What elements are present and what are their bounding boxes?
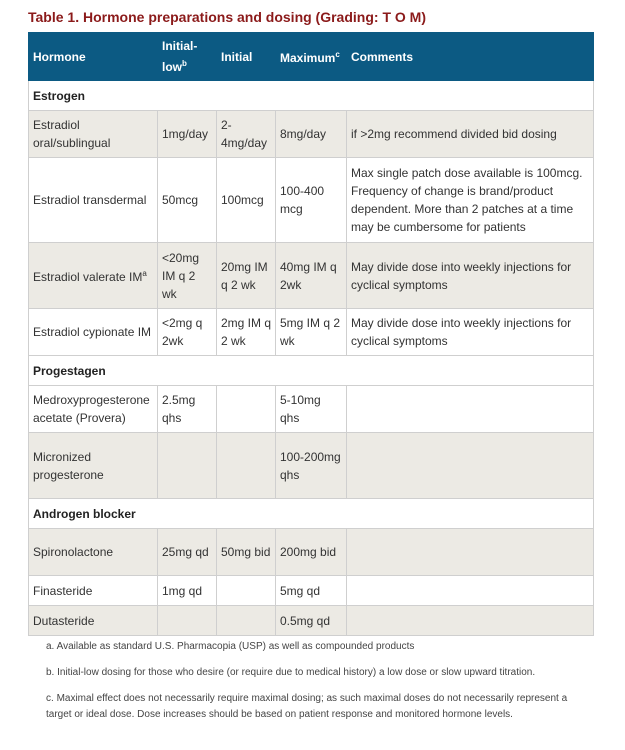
cell-hormone: Estradiol oral/sublingual [29, 111, 158, 158]
header-initial-low-label: Initial-low [162, 39, 198, 74]
header-initial-low [158, 33, 217, 81]
cell-comments: if >2mg recommend divided bid dosing [347, 111, 594, 158]
cell-initial-low: 25mg qd [158, 529, 217, 576]
cell-maximum: 0.5mg qd [276, 606, 347, 636]
footnote-mark: b. [46, 667, 55, 678]
table-row [29, 309, 594, 356]
cell-initial [217, 433, 276, 499]
section-label: Progestagen [29, 356, 594, 386]
footnote-b [46, 665, 593, 681]
cell-initial-low: <2mg q 2wk [158, 309, 217, 356]
footnote-text: Maximal effect does not necessarily require maximal dosing; as such maximal doses do not necessarily represent a target or ideal dose. Dose increases should be based on patient response and monitored hormone levels. [46, 693, 568, 720]
cell-initial-low: 1mg/day [158, 111, 217, 158]
cell-comments: May divide dose into weekly injections for cyclical symptoms [347, 309, 594, 356]
table-row [29, 111, 594, 158]
hormone-table [28, 32, 594, 636]
table-row [29, 529, 594, 576]
cell-comments: Max single patch dose available is 100mcg. Frequency of change is brand/product dependent. More than 2 patches at a time may be cumbersome for patients [347, 158, 594, 243]
footnote-text: Available as standard U.S. Pharmacopia (USP) as well as compounded products [56, 641, 415, 652]
header-maximum-footnote-mark: c [335, 50, 340, 59]
footnote-text: Initial-low dosing for those who desire (or require due to medical history) a low dose or slow upward titration. [57, 667, 536, 678]
cell-hormone: Estradiol transdermal [29, 158, 158, 243]
cell-comments [347, 576, 594, 606]
header-comments-label: Comments [351, 49, 414, 64]
header-initial [217, 33, 276, 81]
footnote-mark: a [142, 269, 147, 278]
footnote-mark: c. [46, 693, 54, 704]
cell-initial-low [158, 433, 217, 499]
table-row [29, 606, 594, 636]
cell-initial: 100mcg [217, 158, 276, 243]
table-row [29, 158, 594, 243]
cell-hormone: Finasteride [29, 576, 158, 606]
section-row-estrogen [29, 81, 594, 111]
header-maximum [276, 33, 347, 81]
table-row [29, 243, 594, 309]
table-title: Table 1. Hormone preparations and dosing (Grading: T O M) [28, 9, 426, 25]
cell-initial-low: 2.5mg qhs [158, 386, 217, 433]
table-container [28, 0, 593, 733]
footnote-a [46, 639, 593, 655]
section-row-progestagen [29, 356, 594, 386]
cell-hormone: Medroxyprogesterone acetate (Provera) [29, 386, 158, 433]
cell-initial-low [158, 606, 217, 636]
cell-maximum: 100-200mg qhs [276, 433, 347, 499]
table-row [29, 576, 594, 606]
cell-initial [217, 576, 276, 606]
cell-maximum: 200mg bid [276, 529, 347, 576]
cell-comments: May divide dose into weekly injections for cyclical symptoms [347, 243, 594, 309]
section-label: Androgen blocker [29, 499, 594, 529]
table-header-row [29, 33, 594, 81]
cell-hormone [29, 243, 158, 309]
cell-initial: 2-4mg/day [217, 111, 276, 158]
cell-comments [347, 433, 594, 499]
cell-comments [347, 606, 594, 636]
table-row [29, 386, 594, 433]
cell-initial: 20mg IM q 2 wk [217, 243, 276, 309]
header-comments [347, 33, 594, 81]
cell-initial [217, 386, 276, 433]
footnote-mark: a. [46, 641, 55, 652]
footnote-c [46, 691, 593, 723]
cell-comments [347, 529, 594, 576]
section-label: Estrogen [29, 81, 594, 111]
header-initial-label: Initial [221, 49, 253, 64]
cell-maximum: 5-10mg qhs [276, 386, 347, 433]
header-maximum-label: Maximum [280, 51, 336, 65]
cell-maximum: 5mg IM q 2 wk [276, 309, 347, 356]
cell-comments [347, 386, 594, 433]
cell-maximum: 8mg/day [276, 111, 347, 158]
cell-maximum: 5mg qd [276, 576, 347, 606]
cell-initial-low: 50mcg [158, 158, 217, 243]
section-row-androgen-blocker [29, 499, 594, 529]
cell-maximum: 100-400 mcg [276, 158, 347, 243]
cell-initial [217, 606, 276, 636]
cell-maximum: 40mg IM q 2wk [276, 243, 347, 309]
cell-initial: 2mg IM q 2 wk [217, 309, 276, 356]
header-hormone [29, 33, 158, 81]
cell-initial-low: 1mg qd [158, 576, 217, 606]
footnotes [28, 639, 593, 723]
cell-hormone: Dutasteride [29, 606, 158, 636]
cell-initial: 50mg bid [217, 529, 276, 576]
cell-hormone: Estradiol cypionate IM [29, 309, 158, 356]
cell-hormone-text: Estradiol valerate IM [33, 270, 143, 284]
header-initial-low-footnote-mark: b [182, 59, 187, 68]
header-hormone-label: Hormone [33, 49, 86, 64]
cell-initial-low: <20mg IM q 2 wk [158, 243, 217, 309]
cell-hormone: Spironolactone [29, 529, 158, 576]
table-row [29, 433, 594, 499]
cell-hormone: Micronized progesterone [29, 433, 158, 499]
